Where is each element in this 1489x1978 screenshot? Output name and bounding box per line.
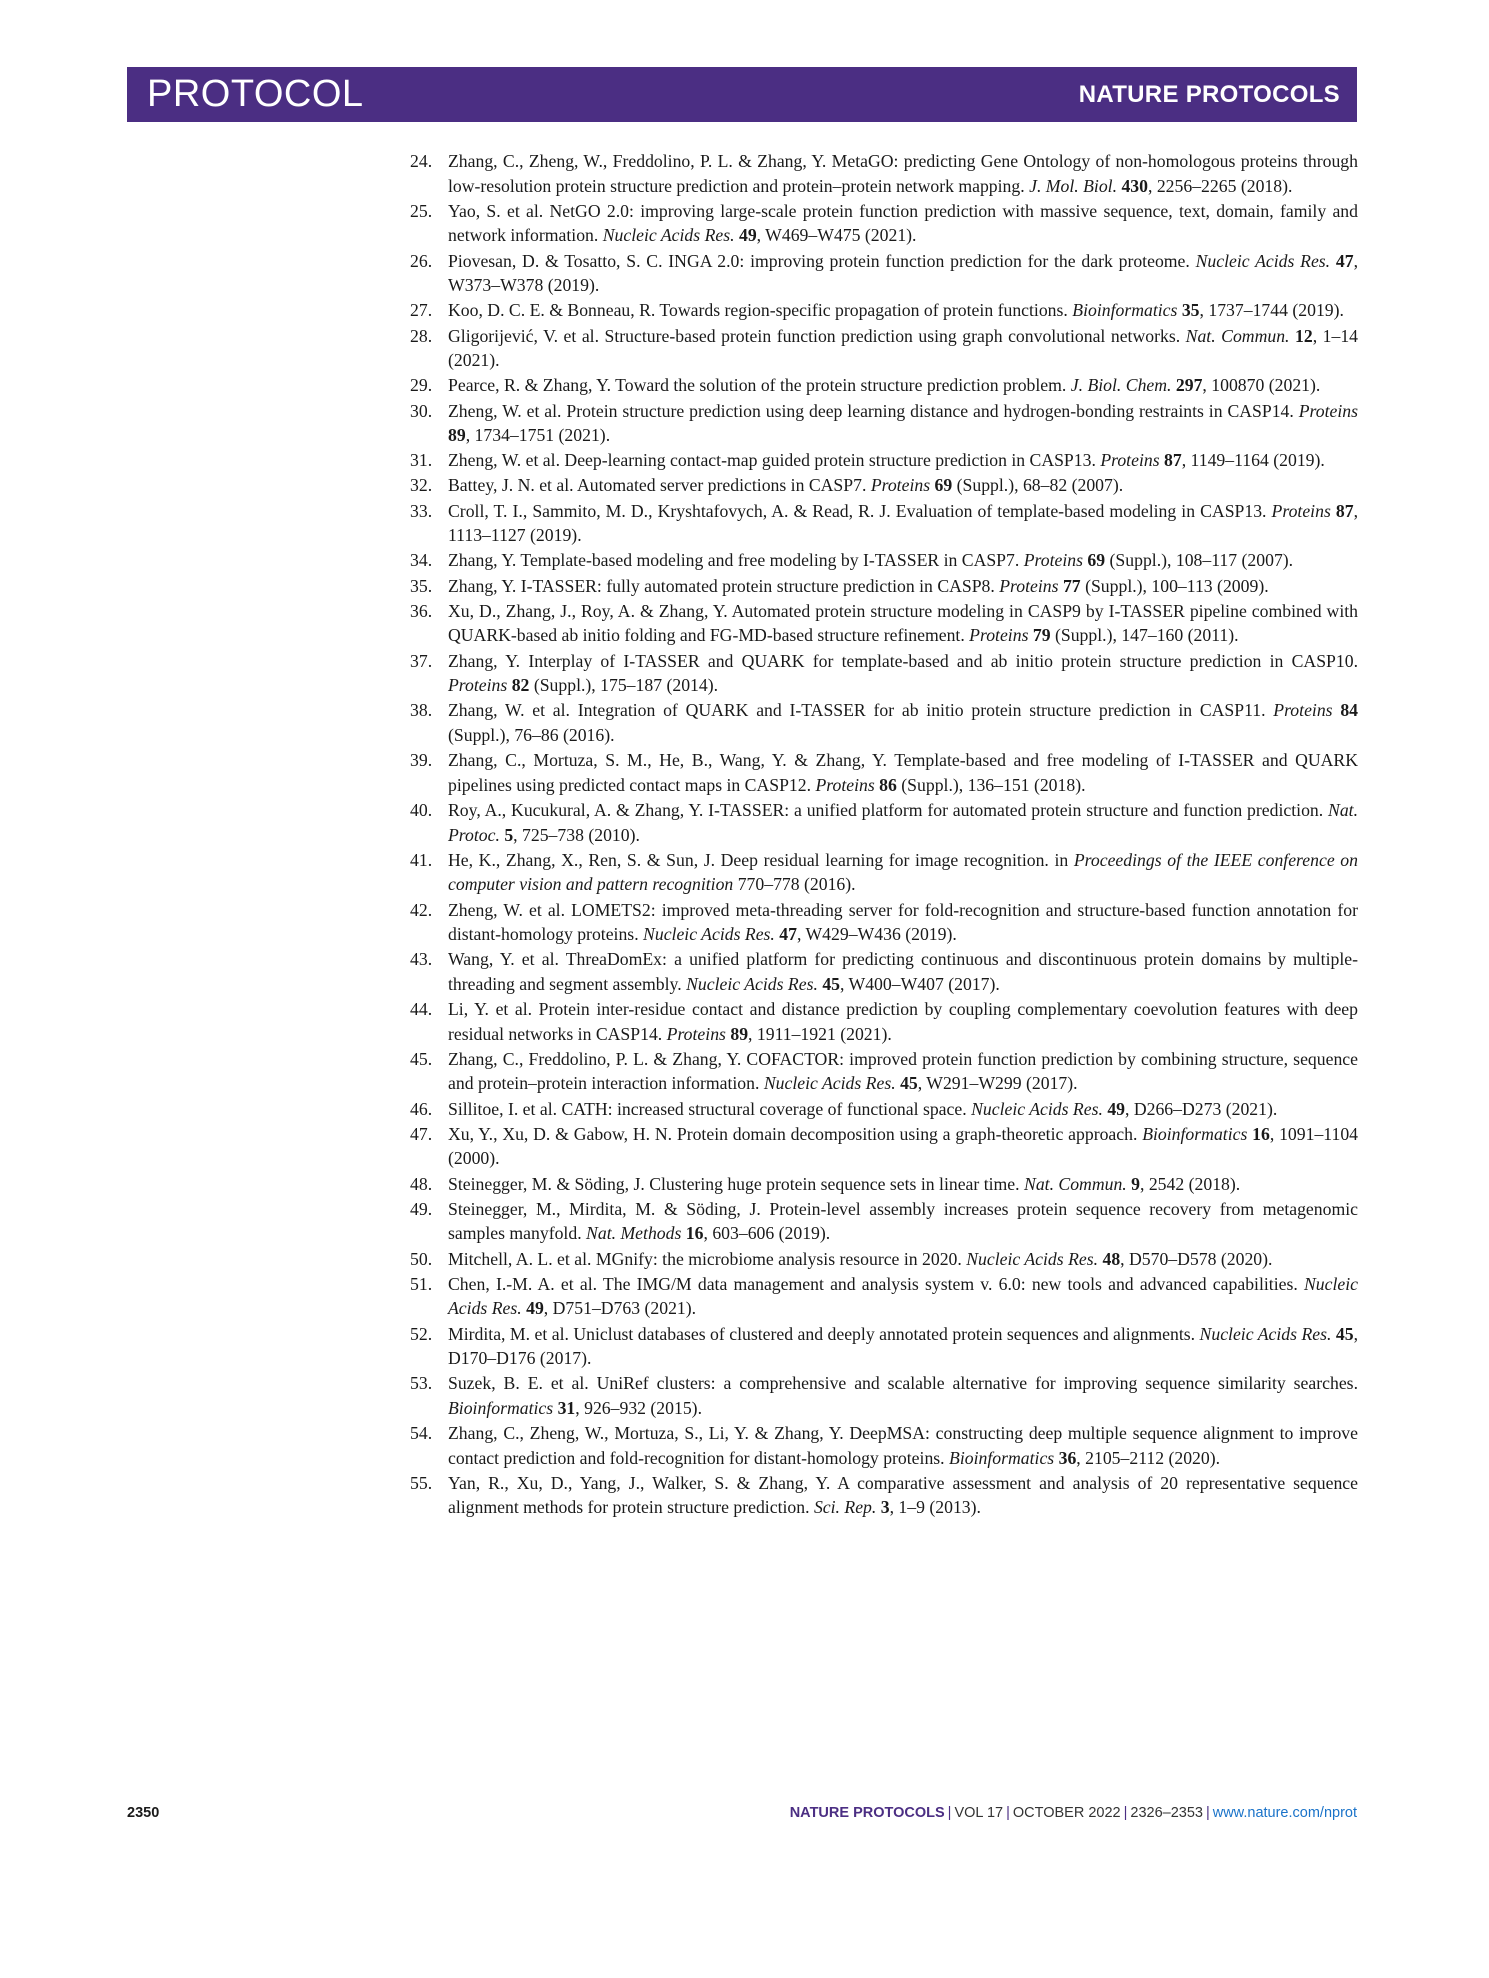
reference-text: , 2105–2112 (2020).	[1076, 1447, 1221, 1468]
reference-number: 33.	[410, 500, 433, 521]
volume-number: 77	[1062, 575, 1081, 596]
reference-text: , 1911–1921 (2021).	[748, 1023, 892, 1044]
reference-item	[412, 373, 1358, 398]
reference-text: , 1149–1164 (2019).	[1181, 450, 1325, 471]
journal-title: Proceedings of the IEEE conference on computer vision and pattern recognition	[448, 849, 1358, 895]
volume-number: 16	[1252, 1123, 1270, 1144]
volume-number: 3	[880, 1497, 890, 1518]
reference-text: , 100870 (2021).	[1202, 375, 1321, 396]
reference-number: 54.	[410, 1423, 433, 1444]
journal-title: Proteins	[1100, 450, 1160, 471]
reference-item	[412, 798, 1358, 847]
reference-text: , D570–D578 (2020).	[1120, 1248, 1273, 1269]
reference-text: Zhang, C., Zheng, W., Freddolino, P. L. & Zhang, Y. MetaGO: predicting Gene Ontology of non-homologous proteins through low-resolution protein structure prediction and protein–protein network mapping.	[448, 151, 1358, 196]
reference-item	[412, 448, 1358, 473]
page-footer	[127, 1805, 1357, 1829]
reference-item	[412, 997, 1358, 1046]
journal-title: Bioinformatics	[949, 1447, 1055, 1468]
volume-number: 87	[1335, 500, 1354, 521]
volume-number: 16	[685, 1223, 704, 1244]
reference-text: Koo, D. C. E. & Bonneau, R. Towards region-specific propagation of protein functions.	[448, 300, 1073, 321]
reference-text: (Suppl.), 175–187 (2014).	[529, 675, 719, 696]
volume-number: 47	[779, 924, 797, 945]
reference-number: 44.	[410, 999, 433, 1020]
footer-separator: |	[1123, 1805, 1128, 1821]
reference-number: 25.	[410, 200, 433, 221]
journal-name: NATURE PROTOCOLS	[1078, 80, 1340, 108]
reference-text: (Suppl.), 147–160 (2011).	[1050, 625, 1239, 646]
reference-text: (Suppl.), 100–113 (2009).	[1080, 575, 1269, 596]
journal-title: Nucleic Acids Res.	[966, 1248, 1099, 1269]
reference-text: Li, Y. et al. Protein inter-residue contact and distance prediction by coupling complementary coevolution features with deep residual networks in CASP14.	[448, 999, 1358, 1044]
reference-text: Yan, R., Xu, D., Yang, J., Walker, S. & Zhang, Y. A comparative assessment and analysis of 20 representative sequence alignment methods for protein structure prediction.	[448, 1472, 1358, 1518]
reference-text: Croll, T. I., Sammito, M. D., Kryshtafovych, A. & Read, R. J. Evaluation of template-based modeling in CASP13.	[448, 500, 1272, 521]
reference-number: 39.	[410, 750, 433, 771]
volume-number: 89	[730, 1023, 749, 1044]
reference-text: , 1–14 (2021).	[448, 325, 1359, 371]
reference-item	[412, 249, 1358, 298]
reference-number: 38.	[410, 700, 433, 721]
reference-text: , 1737–1744 (2019).	[1199, 300, 1344, 321]
journal-title: Bioinformatics	[448, 1397, 554, 1418]
volume-number: 69	[1087, 550, 1106, 571]
journal-title: Nucleic Acids Res.	[1199, 1323, 1332, 1344]
reference-text: Gligorijević, V. et al. Structure-based protein function prediction using graph convolutional networks.	[448, 325, 1186, 346]
reference-text: Yao, S. et al. NetGO 2.0: improving large-scale protein function prediction with massive sequence, text, domain, family and network information.	[448, 200, 1358, 246]
reference-text: , W429–W436 (2019).	[796, 924, 957, 945]
reference-number: 32.	[410, 475, 433, 496]
reference-text: (Suppl.), 136–151 (2018).	[896, 774, 1086, 795]
reference-number: 26.	[410, 250, 433, 271]
reference-number: 36.	[410, 600, 433, 621]
journal-title: Proteins	[1023, 550, 1083, 571]
volume-number: 79	[1032, 625, 1051, 646]
reference-item	[412, 548, 1358, 573]
section-label: PROTOCOL	[147, 73, 364, 115]
reference-item	[412, 599, 1358, 648]
reference-text: , W373–W378 (2019).	[448, 250, 1358, 296]
journal-title: Nucleic Acids Res.	[763, 1073, 896, 1094]
reference-number: 34.	[410, 550, 433, 571]
journal-title: Nucleic Acids Res.	[643, 924, 775, 945]
reference-text: Zheng, W. et al. LOMETS2: improved meta-threading server for fold-recognition and structure-based function annotation for distant-homology proteins.	[448, 899, 1358, 945]
reference-text: Mirdita, M. et al. Uniclust databases of clustered and deeply annotated protein sequences and alignments.	[448, 1323, 1200, 1344]
reference-number: 48.	[410, 1173, 433, 1194]
reference-item	[412, 748, 1358, 797]
journal-title: Proteins	[1298, 400, 1358, 421]
journal-title: Proteins	[815, 774, 875, 795]
journal-title: J. Mol. Biol.	[1029, 175, 1118, 196]
reference-item	[412, 1471, 1358, 1520]
reference-number: 31.	[410, 450, 433, 471]
reference-item	[412, 848, 1358, 897]
reference-text: Zhang, W. et al. Integration of QUARK and I-TASSER for ab initio protein structure prediction in CASP11.	[448, 700, 1274, 721]
journal-title: Nat. Methods	[586, 1223, 682, 1244]
volume-number: 49	[738, 225, 757, 246]
reference-text: Steinegger, M., Mirdita, M. & Söding, J. Protein-level assembly increases protein sequence recovery from metagenomic samples manyfold.	[448, 1198, 1358, 1244]
reference-text: 770–778 (2016).	[733, 874, 856, 895]
reference-text: , 1091–1104 (2000).	[448, 1123, 1359, 1169]
footer-pages: 2326–2353	[1130, 1805, 1203, 1821]
journal-title: Nucleic Acids Res.	[686, 973, 818, 994]
reference-text: , W400–W407 (2017).	[840, 973, 1000, 994]
footer-separator: |	[1205, 1805, 1210, 1821]
reference-text: , W469–W475 (2021).	[756, 225, 917, 246]
reference-text: , 725–738 (2010).	[513, 824, 640, 845]
reference-text: (Suppl.), 68–82 (2007).	[952, 475, 1124, 496]
volume-number: 31	[557, 1397, 576, 1418]
reference-text: Pearce, R. & Zhang, Y. Toward the solution of the protein structure prediction problem.	[448, 375, 1071, 396]
reference-text: Zheng, W. et al. Protein structure prediction using deep learning distance and hydrogen-bonding restraints in CASP14.	[448, 400, 1299, 421]
footer-separator: |	[947, 1805, 952, 1821]
volume-number: 35	[1181, 300, 1200, 321]
reference-number: 27.	[410, 300, 433, 321]
reference-item	[412, 149, 1358, 198]
journal-title: Nat. Protoc.	[448, 799, 1358, 845]
reference-item	[412, 473, 1358, 498]
reference-text: Piovesan, D. & Tosatto, S. C. INGA 2.0: improving protein function prediction for the dark proteome.	[448, 250, 1196, 271]
volume-number: 84	[1340, 700, 1359, 721]
reference-item	[412, 898, 1358, 947]
volume-number: 45	[822, 973, 840, 994]
volume-number: 297	[1175, 375, 1203, 396]
reference-text: , D266–D273 (2021).	[1125, 1098, 1278, 1119]
reference-number: 30.	[410, 400, 433, 421]
footer-separator: |	[1006, 1805, 1010, 1821]
journal-title: Proteins	[999, 575, 1059, 596]
reference-text: Battey, J. N. et al. Automated server predictions in CASP7.	[448, 475, 871, 496]
reference-text: Zhang, Y. I-TASSER: fully automated protein structure prediction in CASP8.	[448, 575, 1000, 596]
reference-item	[412, 1197, 1358, 1246]
volume-number: 49	[526, 1298, 544, 1319]
reference-item	[412, 1421, 1358, 1470]
reference-text: Suzek, B. E. et al. UniRef clusters: a comprehensive and scalable alternative for improving sequence similarity searches.	[448, 1373, 1358, 1394]
reference-list	[412, 149, 1358, 1521]
volume-number: 45	[1335, 1323, 1354, 1344]
running-header	[127, 67, 1357, 122]
footer-citation	[790, 1805, 1357, 1821]
journal-title: Proteins	[969, 625, 1029, 646]
volume-number: 48	[1102, 1248, 1121, 1269]
reference-item	[412, 298, 1358, 323]
footer-month: OCTOBER 2022	[1012, 1805, 1121, 1821]
reference-text: , D751–D763 (2021).	[543, 1298, 697, 1319]
reference-text: , 1113–1127 (2019).	[448, 500, 1359, 546]
journal-title: Proteins	[1273, 700, 1333, 721]
journal-title: Proteins	[870, 475, 931, 496]
volume-number: 47	[1335, 250, 1354, 271]
reference-text: Wang, Y. et al. ThreaDomEx: a unified platform for predicting continuous and discontinuous protein domains by multiple-threading and segment assembly.	[448, 949, 1358, 994]
reference-text: , 1–9 (2013).	[889, 1497, 981, 1518]
volume-number: 12	[1295, 325, 1313, 346]
reference-text: Zhang, C., Mortuza, S. M., He, B., Wang, Y. & Zhang, Y. Template-based and free modeling of I-TASSER and QUARK pipelines using predicted contact maps in CASP12.	[448, 750, 1358, 795]
reference-number: 41.	[410, 849, 433, 870]
journal-title: Nat. Commun.	[1024, 1173, 1127, 1194]
reference-item	[412, 698, 1358, 747]
journal-url-link[interactable]: www.nature.com/nprot	[1212, 1805, 1357, 1821]
reference-number: 45.	[410, 1048, 433, 1069]
volume-number: 87	[1164, 450, 1182, 471]
journal-title: Nucleic Acids Res.	[1195, 250, 1331, 271]
reference-text: Xu, D., Zhang, J., Roy, A. & Zhang, Y. Automated protein structure modeling in CASP9 by I-TASSER pipeline combined with QUARK-based ab initio folding and FG-MD-based structure refinement.	[448, 600, 1358, 646]
reference-item	[412, 1122, 1358, 1171]
reference-number: 55.	[410, 1472, 433, 1493]
volume-number: 9	[1131, 1173, 1140, 1194]
reference-item	[412, 1172, 1358, 1197]
reference-number: 37.	[410, 650, 433, 671]
reference-number: 35.	[410, 575, 433, 596]
reference-item	[412, 947, 1358, 996]
reference-text: Sillitoe, I. et al. CATH: increased structural coverage of functional space.	[448, 1098, 972, 1119]
volume-number: 45	[900, 1073, 918, 1094]
reference-text: Roy, A., Kucukural, A. & Zhang, Y. I-TASSER: a unified platform for automated protein structure and function prediction.	[448, 799, 1329, 820]
reference-item	[412, 1247, 1358, 1272]
reference-text: Xu, Y., Xu, D. & Gabow, H. N. Protein domain decomposition using a graph-theoretic approach.	[448, 1123, 1143, 1144]
reference-number: 29.	[410, 375, 433, 396]
reference-item	[412, 574, 1358, 599]
reference-text: (Suppl.), 76–86 (2016).	[448, 724, 615, 745]
journal-title: Bioinformatics	[1072, 300, 1178, 321]
reference-text: Zhang, C., Freddolino, P. L. & Zhang, Y. COFACTOR: improved protein function prediction by combining structure, sequence and protein–protein interaction information.	[448, 1048, 1358, 1094]
reference-item	[412, 1047, 1358, 1096]
journal-title: Nat. Commun.	[1185, 325, 1290, 346]
volume-number: 430	[1121, 175, 1148, 196]
reference-number: 24.	[410, 151, 433, 171]
reference-text: Steinegger, M. & Söding, J. Clustering huge protein sequence sets in linear time.	[448, 1173, 1025, 1194]
reference-item	[412, 499, 1358, 548]
journal-title: Bioinformatics	[1142, 1123, 1248, 1144]
footer-journal: NATURE PROTOCOLS	[789, 1805, 945, 1821]
journal-title: Nucleic Acids Res.	[602, 225, 735, 246]
reference-item	[412, 399, 1358, 448]
journal-title: Sci. Rep.	[813, 1497, 877, 1518]
journal-title: Proteins	[1271, 500, 1331, 521]
journal-title: Proteins	[448, 675, 508, 696]
reference-text: Zhang, Y. Template-based modeling and free modeling by I-TASSER in CASP7.	[448, 550, 1024, 571]
journal-title: Nucleic Acids Res.	[971, 1098, 1103, 1119]
reference-text: , 1734–1751 (2021).	[465, 425, 611, 446]
reference-item	[412, 1371, 1358, 1420]
volume-number: 5	[504, 824, 514, 845]
reference-text: , W291–W299 (2017).	[917, 1073, 1078, 1094]
reference-number: 50.	[410, 1248, 433, 1269]
volume-number: 86	[879, 774, 897, 795]
reference-number: 42.	[410, 899, 433, 920]
reference-number: 47.	[410, 1123, 433, 1144]
reference-text: Zheng, W. et al. Deep-learning contact-map guided protein structure prediction in CASP13.	[448, 450, 1101, 471]
reference-text: Mitchell, A. L. et al. MGnify: the microbiome analysis resource in 2020.	[448, 1248, 967, 1269]
volume-number: 36	[1058, 1447, 1077, 1468]
journal-title: Nucleic Acids Res.	[448, 1273, 1358, 1319]
reference-text: Zhang, Y. Interplay of I-TASSER and QUARK for template-based and ab initio protein structure prediction in CASP10.	[448, 650, 1358, 671]
reference-text: Zhang, C., Zheng, W., Mortuza, S., Li, Y. & Zhang, Y. DeepMSA: constructing deep multiple sequence alignment to improve contact prediction and fold-recognition for distant-homology proteins.	[448, 1423, 1358, 1468]
reference-number: 52.	[410, 1323, 433, 1344]
volume-number: 82	[511, 675, 530, 696]
reference-item	[412, 1097, 1358, 1122]
reference-text: Chen, I.-M. A. et al. The IMG/M data management and analysis system v. 6.0: new tools and advanced capabilities.	[448, 1273, 1304, 1294]
journal-title: J. Biol. Chem.	[1070, 375, 1172, 396]
footer-volume: VOL 17	[954, 1805, 1004, 1821]
reference-item	[412, 1272, 1358, 1321]
reference-number: 28.	[410, 325, 433, 346]
reference-number: 43.	[410, 949, 433, 970]
reference-number: 51.	[410, 1273, 433, 1294]
reference-item	[412, 1322, 1358, 1371]
reference-text: (Suppl.), 108–117 (2007).	[1105, 550, 1294, 571]
reference-text: , 926–932 (2015).	[575, 1397, 702, 1418]
journal-title: Proteins	[666, 1023, 726, 1044]
reference-item	[412, 199, 1358, 248]
reference-number: 40.	[410, 799, 433, 820]
reference-number: 49.	[410, 1198, 433, 1219]
reference-text: , 603–606 (2019).	[703, 1223, 831, 1244]
reference-text: , D170–D176 (2017).	[448, 1323, 1358, 1369]
reference-text: , 2542 (2018).	[1139, 1173, 1241, 1194]
volume-number: 89	[448, 425, 466, 446]
reference-text: , 2256–2265 (2018).	[1147, 175, 1293, 196]
reference-text: He, K., Zhang, X., Ren, S. & Sun, J. Deep residual learning for image recognition. in	[448, 849, 1074, 870]
volume-number: 49	[1107, 1098, 1125, 1119]
reference-item	[412, 649, 1358, 698]
reference-number: 53.	[410, 1373, 433, 1394]
page-number: 2350	[127, 1805, 160, 1821]
volume-number: 69	[934, 475, 953, 496]
reference-number: 46.	[410, 1098, 433, 1119]
reference-item	[412, 324, 1358, 373]
